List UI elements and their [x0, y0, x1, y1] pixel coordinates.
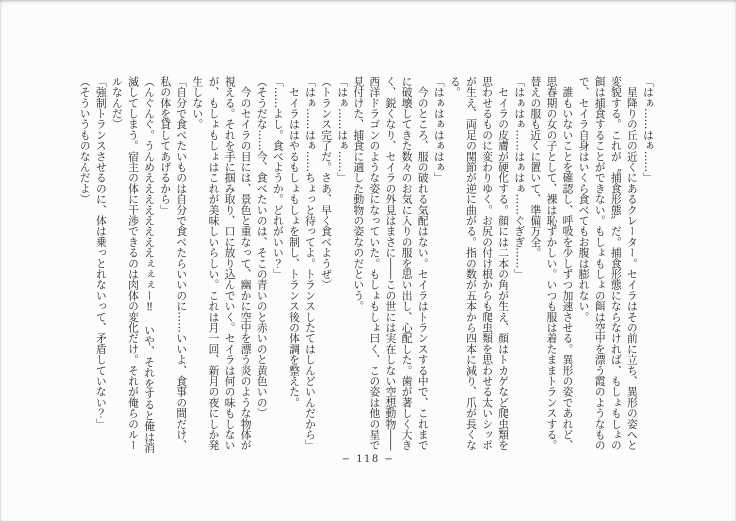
text-line: が、もしょもしょはこれが美味しいらしい。これは月一回、新月の夜にしか発 — [207, 76, 221, 451]
text-line: 「強制トランスさせるのに、体は乗っとれないって、矛盾していない？」 — [94, 76, 108, 430]
text-line: 滅してしまう。宿主の体に干渉できるのは肉体の変化だけ。それが俺らのルー — [127, 76, 140, 451]
text-line: 「自分で食べたいものは自分で食べたらいいのに……いいよ、食事の間だけ、 — [175, 76, 189, 451]
text-line: 視える。それを手に掴み取り、口に放り込んでいく。セイラは何の味もしない — [223, 76, 237, 451]
text-line: 西洋ドラゴンのような姿になっていた。もしょもしょ曰く、この姿は他の星で — [368, 76, 382, 451]
text-line: 生しない。 — [191, 76, 205, 130]
text-line: （そうだな……今、食べたいのは、そこの青いのと赤いのと黄色いの） — [255, 76, 269, 419]
text-line: る。 — [448, 76, 462, 98]
text-block — [77, 76, 656, 454]
text-line: 「はぁはぁはぁはぁ」 — [432, 76, 446, 183]
text-line: 替えの服も近くに置いて、準備万全。 — [529, 76, 543, 258]
text-line: が生え、両足の関節が逆に曲がる。指の数が五本から四本に減り、爪が長くな — [464, 76, 478, 451]
text-line: く、鋭くなり、セイラの外見はまさに――この世には実在しない空想動物―― — [384, 76, 398, 451]
text-line: 「……よし。食べようか。どれがいい？」 — [271, 76, 285, 280]
text-line: 「はぁ……はぁ……」 — [642, 76, 655, 183]
text-line: 変貌する。これが〝捕食形態〟だ。捕食形態にならなければ、もしょもしょの — [609, 76, 623, 451]
text-line: セイラの皮膚が硬化する。顔には二本の角が生え、顔はトカゲなど爬虫類を — [497, 76, 511, 451]
text-line: 星降りの丘の近くにあるクレーター。セイラはその前に立ち、異形の姿へと — [625, 76, 639, 451]
text-line: （トランス完了だ。さあ、早く食べようぜ） — [320, 76, 334, 290]
text-line: 「はぁ……はぁ……ちょっと待ってよ。トランスしたてはしんどいんだから」 — [304, 76, 318, 451]
text-line: ルなんだ） — [110, 76, 124, 130]
text-line: （んぐんぐ。うんめええええええええぇぇぇー‼ いや、それをすると俺は消 — [143, 76, 157, 453]
text-line: （そういうものなんだよ） — [78, 76, 92, 205]
text-line: セイラははやるもしょもしょを制し、トランス後の体調を整えた。 — [287, 76, 301, 408]
page-number: − 118 − — [341, 454, 395, 465]
text-line: 誰もいないことを確認し、呼吸を少しずつ加速させる。異形の姿であれど、 — [561, 76, 575, 451]
text-line: で、セイラ自身はいくら食べてもお腹は膨れない。 — [577, 76, 591, 323]
text-line: 思春期の女の子として、裸は恥ずかしい。いつも服は着たままトランスする。 — [545, 76, 559, 451]
text-line: 私の体を貸してあげるから」 — [159, 76, 173, 216]
text-line: 「はぁ……はぁ……」 — [336, 76, 350, 183]
text-line: 思わせるものに変わりゆく。お尻の付け根からも爬虫類を思わせる太いシッポ — [481, 76, 495, 451]
text-line: 今のところ、服の破れる気配はない。セイラはトランスする中で、これまで — [416, 76, 430, 451]
text-line: に破壊してきた数々のお気に入りの服を思い出し、心配した。歯が著しく大き — [400, 76, 414, 451]
text-line: 餌は捕食することができない。もしょもしょの餌は空中を漂う霞のようなもの — [593, 76, 607, 451]
text-line: 見付けた、捕食に適した動物の姿なのだという。 — [352, 76, 366, 312]
text-line: 今のセイラの目には、景色と重なって、幽かに空中を漂う炎のような物体が — [239, 76, 253, 451]
text-line: 「はぁはぁ……はぁはぁ……ぐぎぎ……」 — [513, 76, 527, 280]
